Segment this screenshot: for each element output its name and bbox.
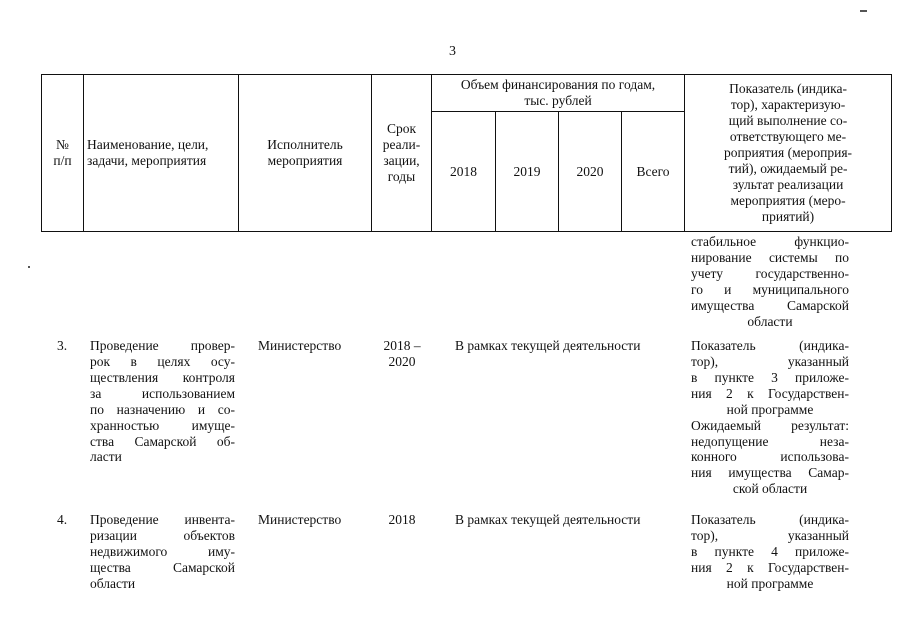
header-year-2020: 2020 <box>559 112 622 232</box>
text-line: Показатель (индика- <box>691 512 849 527</box>
page-number: 3 <box>449 44 456 59</box>
header-name: Наименование, цели, задачи, мероприятия <box>84 75 239 232</box>
row-3-period: 2018 – 2020 <box>383 338 421 369</box>
text-line: Проведение провер- <box>90 338 235 353</box>
text-line: ной программе <box>726 401 814 417</box>
text-line: области <box>90 575 136 591</box>
margin-mark <box>28 266 30 268</box>
row-4-financing: В рамках текущей деятельности <box>455 512 641 527</box>
text-line: рок в целях осу- <box>90 353 235 369</box>
text-line: в пункте 4 приложе- <box>691 543 849 559</box>
text-line: в пункте 3 приложе- <box>691 369 849 385</box>
text-line: тор), указанный <box>691 527 849 543</box>
header-period: Срок реали- зации, годы <box>372 75 432 232</box>
text-line: ризации объектов <box>90 527 235 543</box>
table-header <box>41 74 892 232</box>
header-indicator: Показатель (индика- тор), характеризую- щий выполнение со- ответствующего ме- роприятия (мероприя- тий), ожидаемый ре- зультат реализации мероприятия (меро- приятий) <box>685 75 892 232</box>
text-line: за использованием <box>90 385 235 401</box>
text-line: конного использова- <box>691 449 849 465</box>
text-line: по назначению и со- <box>90 401 235 417</box>
row-3-financing: В рамках текущей деятельности <box>455 338 641 353</box>
row-4-num: 4. <box>57 512 68 527</box>
text-line: учету государственно- <box>691 265 849 281</box>
row-4-indicator <box>691 512 849 592</box>
header-num: № п/п <box>42 75 84 232</box>
row-3-num: 3. <box>57 338 68 353</box>
text-line: области <box>747 313 793 329</box>
text-line: ласти <box>90 449 122 465</box>
header-year-2018: 2018 <box>432 112 496 232</box>
text-line: недвижимого иму- <box>90 543 235 559</box>
header-total: Всего <box>622 112 685 232</box>
text-line: ния 2 к Государствен- <box>691 559 849 575</box>
text-line: ской области <box>732 481 808 497</box>
text-line: ной программе <box>726 575 814 591</box>
row-4-period: 2018 <box>388 512 416 527</box>
header-year-2019: 2019 <box>496 112 559 232</box>
text-line: стабильное функцио- <box>691 234 849 249</box>
text-line: Ожидаемый результат: <box>691 417 849 433</box>
text-line: Показатель (индика- <box>691 338 849 353</box>
carryover-result <box>691 234 849 330</box>
header-executor: Исполнитель мероприятия <box>239 75 372 232</box>
row-4-name <box>90 512 235 592</box>
text-line: хранностью имуще- <box>90 417 235 433</box>
row-3-executor: Министерство <box>258 338 342 353</box>
header-financing: Объем финансирования по годам, тыс. рублей <box>432 75 685 112</box>
text-line: ществления контроля <box>90 369 235 385</box>
text-line: имущества Самарской <box>691 297 849 313</box>
row-3-name <box>90 338 235 465</box>
text-line: нирование системы по <box>691 249 849 265</box>
text-line: щества Самарской <box>90 559 235 575</box>
row-4-executor: Министерство <box>258 512 342 527</box>
text-line: недопущение неза- <box>691 433 849 449</box>
text-line: го и муниципального <box>691 281 849 297</box>
text-line: Проведение инвента- <box>90 512 235 527</box>
corner-mark <box>860 10 867 12</box>
text-line: ния 2 к Государствен- <box>691 385 849 401</box>
row-3-indicator <box>691 338 849 497</box>
text-line: ства Самарской об- <box>90 433 235 449</box>
text-line: ния имущества Самар- <box>691 465 849 481</box>
text-line: тор), указанный <box>691 353 849 369</box>
